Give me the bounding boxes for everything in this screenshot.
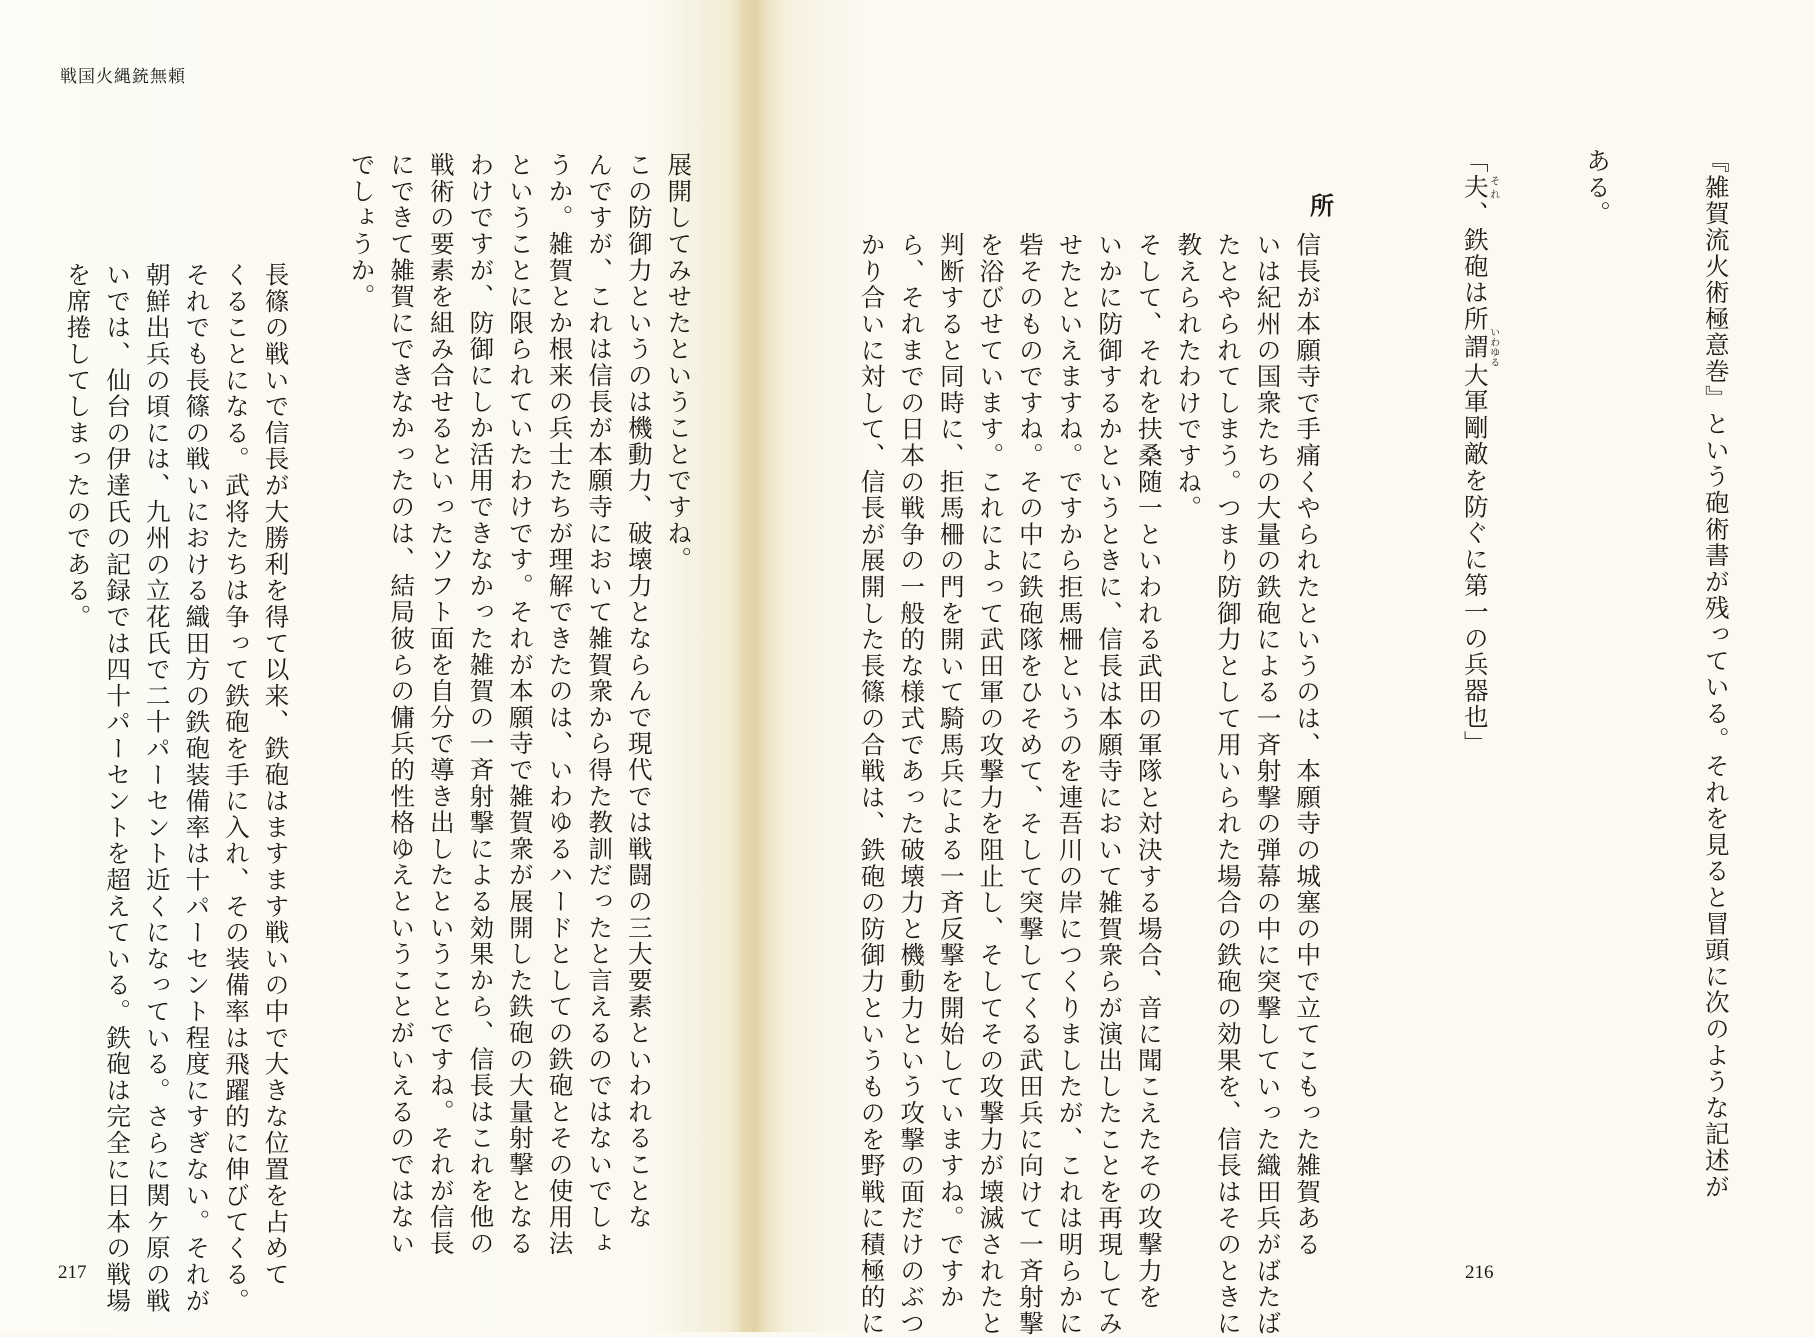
text-line: この防御力というのは機動力、破壊力とならんで現代では戦闘の三大要素といわれることな [624,152,654,1231]
text-line: にできて雑賀にできなかったのは、結局彼らの傭兵的性格ゆえということがいえるのではない [387,152,417,1257]
text-line: くることになる。武将たちは争って鉄砲を手に入れ、その装備率は飛躍的に伸びてくる。 [221,262,251,1314]
text-line: わけですが、防御にしか活用できなかった雑賀の一斉射撃による効果から、信長はこれを他の [466,152,496,1257]
marginal-label: 所 [1310,191,1334,220]
left-page-narrative [58,262,296,1314]
text-line: いかに防御するかというときに、信長は本願寺において雑賀衆らが演出したことを再現してみ [1095,232,1125,1337]
text-line: んですが、これは信長が本願寺において雑賀衆から得た教訓だったと言えるのではないでしょ [585,152,615,1257]
left-page-dialogue [342,152,698,1257]
text-line: でしょうか。 [347,152,377,310]
page-number-right: 216 [1465,1262,1494,1283]
text-line: かり合いに対して、信長が展開した長篠の合戦は、鉄砲の防御力というものを野戦に積極的に [857,232,887,1337]
text-line: を浴びせています。これによって武田軍の攻撃力を阻止し、そしてその攻撃力が壊滅されたと [976,232,1006,1337]
quotation-line: 「夫それ、鉄砲は所謂いわゆる大軍剛敵を防ぐに第一の兵器也」 [1460,148,1499,757]
text-line: うか。雑賀とか根来の兵士たちが理解できたのは、いわゆるハードとしての鉄砲とその使用法 [545,152,575,1257]
text-line: を席捲してしまったのである。 [63,262,93,631]
text-line: 長篠の戦いで信長が大勝利を得て以来、鉄砲はますます戦いの中で大きな位置を占めて [261,262,291,1288]
text-line: 朝鮮出兵の頃には、九州の立花氏で二十パーセント近くになっている。さらに関ケ原の戦 [142,262,172,1314]
text-line: せたといえますね。ですから拒馬柵というのを連吾川の岸につくりましたが、これは明らかに [1055,232,1085,1337]
text-line: 戦術の要素を組み合せるといったソフト面を自分で導き出したということですね。それが信長 [426,152,456,1257]
text-line: 教えられたわけですね。 [1174,232,1204,522]
ruby-iwayuru: 謂いわゆる [1460,327,1499,368]
text-line: 信長が本願寺で手痛くやられたというのは、本願寺の城塞の中で立てこもった雑賀ある [1293,232,1323,1258]
running-head: 戦国火縄銃無頼 [60,67,186,87]
text-line: 展開してみせたということですね。 [664,152,694,573]
book-gutter [728,0,788,1332]
text-line: ら、それまでの日本の戦争の一般的な様式であった破壊力と機動力という攻撃の面だけのぶつ [897,232,927,1337]
text-line: ということに限られていたわけです。それが本願寺で雑賀衆が展開した鉄砲の大量射撃となる [505,152,535,1257]
text-line: 『雑賀流火術極意巻』という砲術書が残っている。それを見ると冒頭に次のような記述が [1701,148,1731,1200]
text-line: 砦そのものですね。その中に鉄砲隊をひそめて、そして突撃してくる武田兵に向けて一斉射撃 [1015,232,1045,1337]
right-page-body [852,232,1327,1337]
right-page-opening [1376,148,1815,1268]
page-number-left: 217 [58,1262,87,1283]
text-line: いは紀州の国衆たちの大量の鉄砲による一斉射撃の弾幕の中に突撃していった織田兵がばたば [1253,232,1283,1337]
text-line: たとやられてしまう。つまり防御力として用いられた場合の鉄砲の効果を、信長はそのときに [1213,232,1243,1337]
text-line: ある。 [1583,148,1613,227]
ruby-sore: 夫それ [1460,174,1499,201]
text-line: それでも長篠の戦いにおける織田方の鉄砲装備率は十パーセント程度にすぎない。それが [182,262,212,1314]
text-line: いでは、仙台の伊達氏の記録では四十パーセントを超えている。鉄砲は完全に日本の戦場 [103,262,133,1314]
text-line: そして、それを扶桑随一といわれる武田の軍隊と対決する場合、音に聞こえたその攻撃力を [1134,232,1164,1311]
text-line: 判断すると同時に、拒馬柵の門を開いて騎馬兵による一斉反撃を開始していますね。ですか [936,232,966,1311]
